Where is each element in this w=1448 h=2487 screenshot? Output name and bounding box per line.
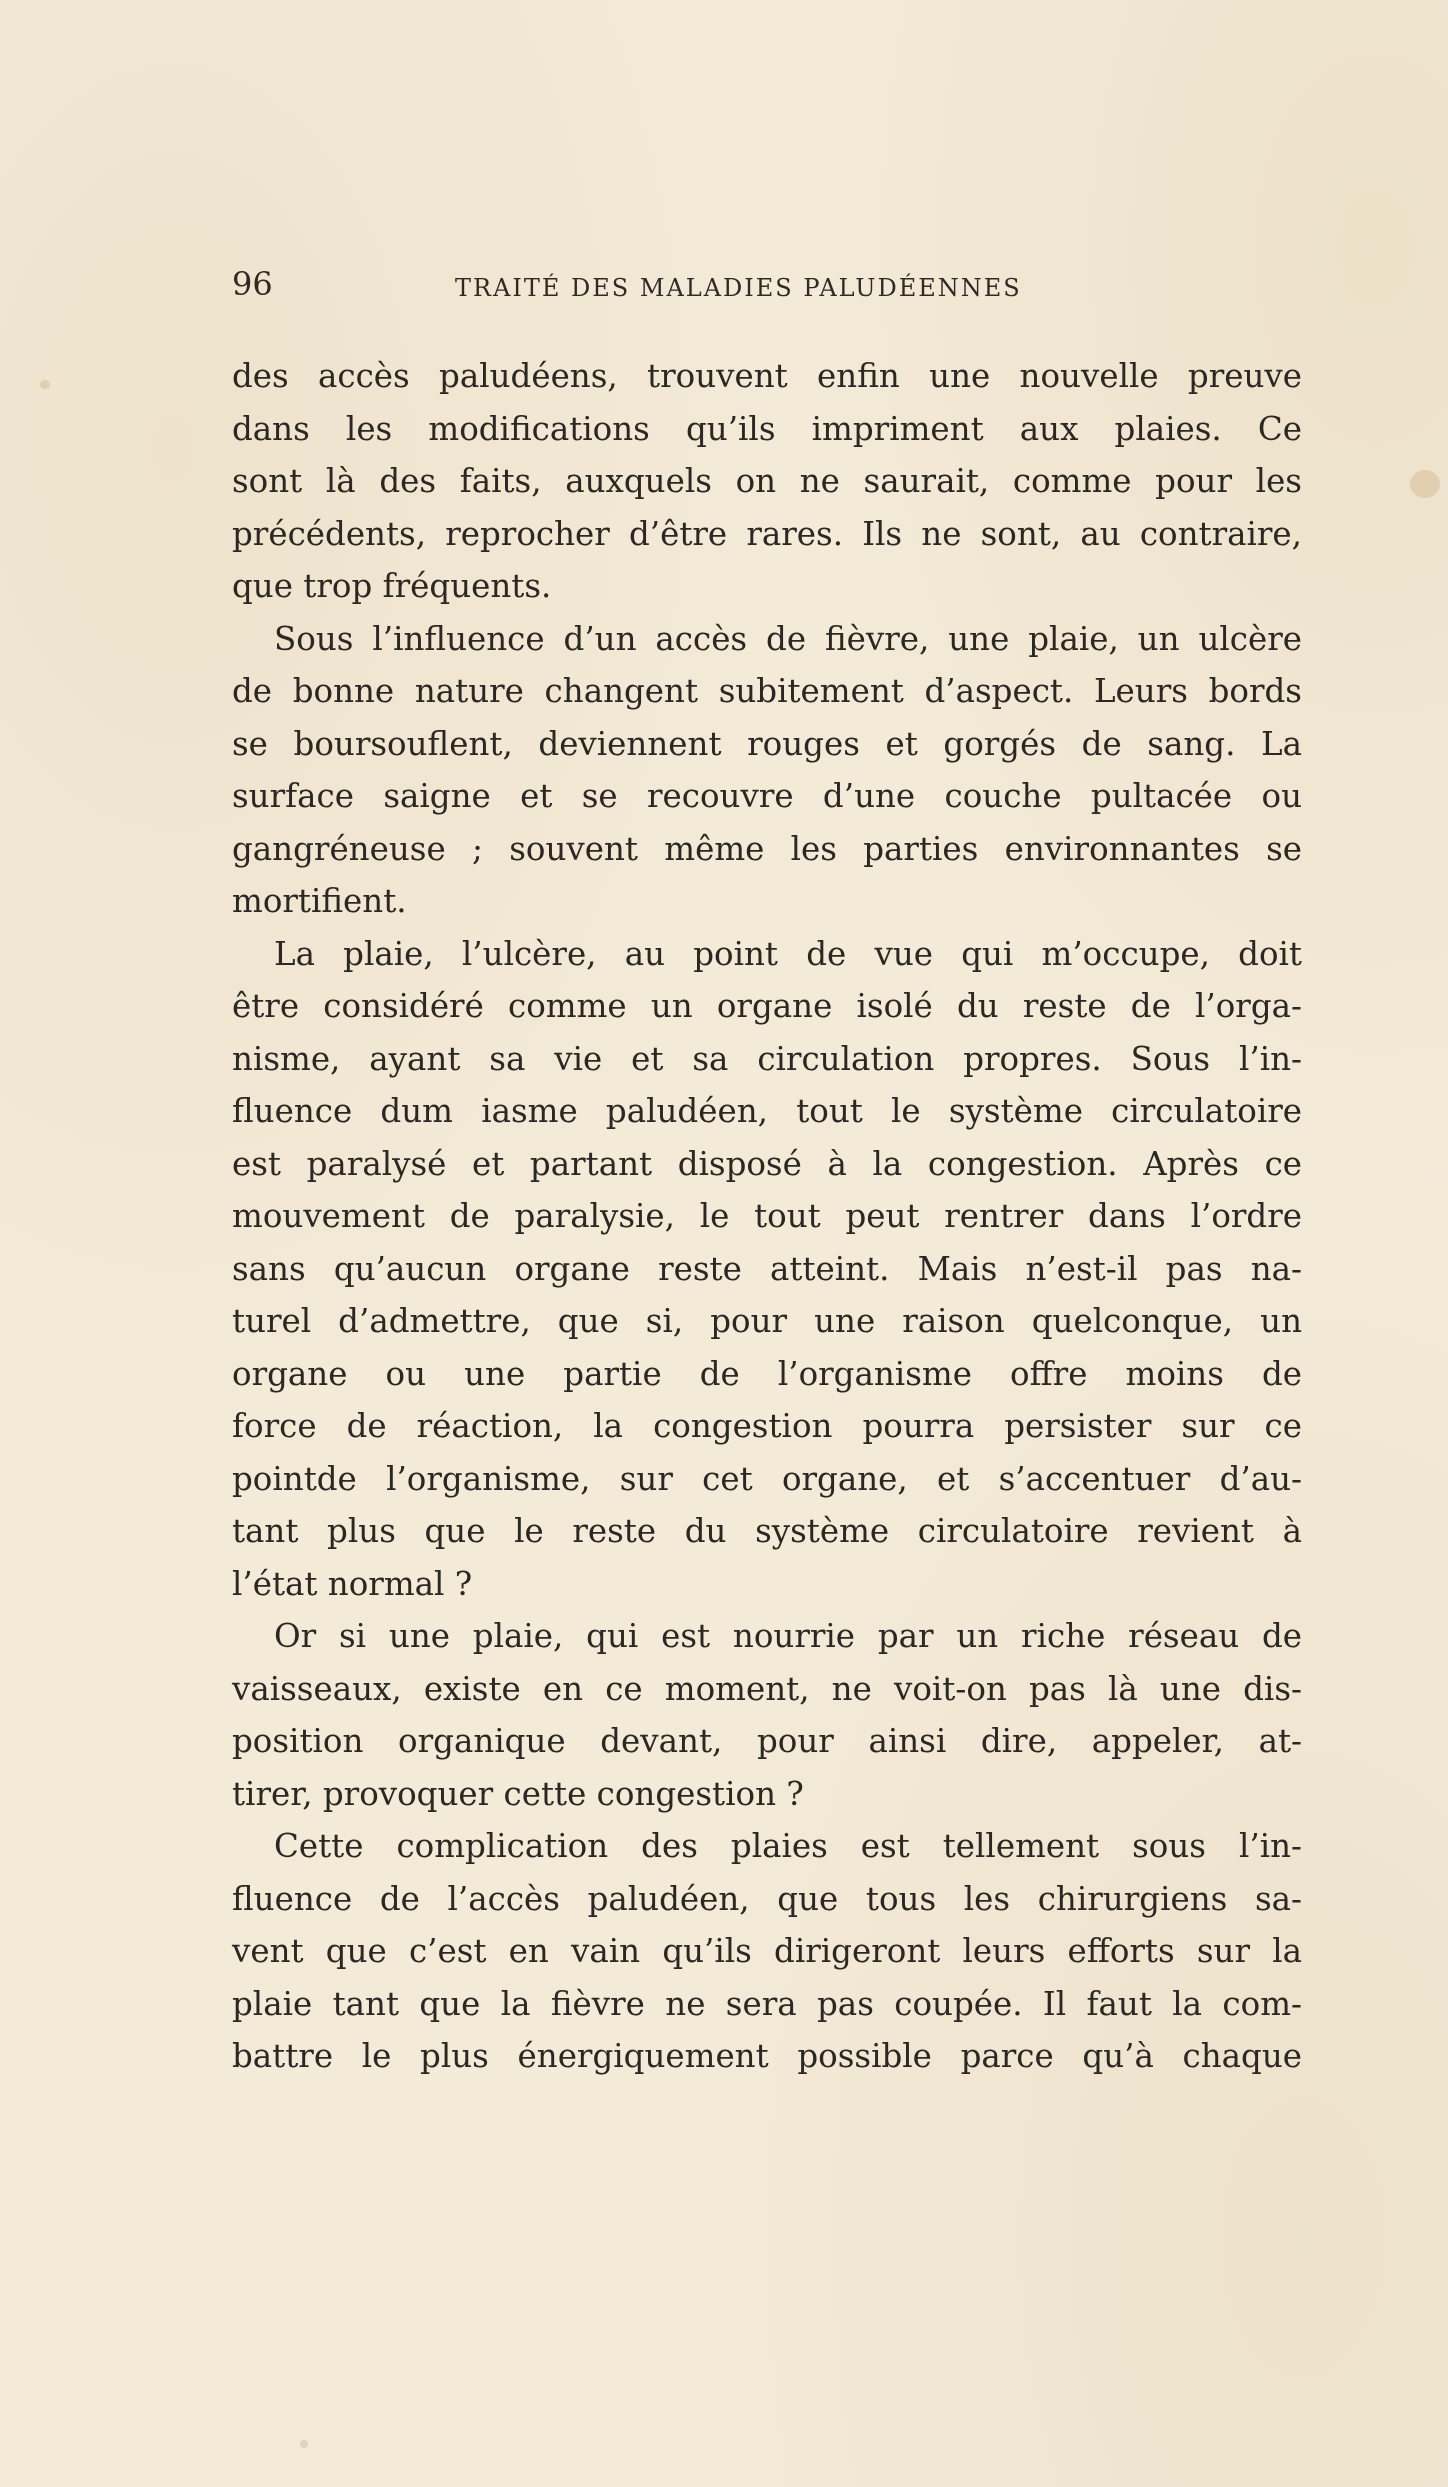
paper-stain <box>40 380 50 389</box>
text-line: La plaie, l’ulcère, au point de vue qui m’occupe, doit <box>274 934 1302 973</box>
text-line: être considéré comme un organe isolé du reste de l’orga- <box>232 987 1302 1025</box>
text-line: sont là des faits, auxquels on ne saurait, comme pour les <box>232 462 1302 500</box>
text-line: mortifient. <box>232 882 407 920</box>
text-line: gangréneuse ; souvent même les parties environnantes se <box>232 829 1302 868</box>
paper-stain <box>1410 470 1440 498</box>
page-number: 96 <box>232 265 273 303</box>
body-text <box>232 350 1302 2083</box>
text-line: surface saigne et se recouvre d’une couche pultacée ou <box>232 777 1302 815</box>
text-line: nisme, ayant sa vie et sa circulation propres. Sous l’in- <box>232 1039 1302 1078</box>
text-line: sans qu’aucun organe reste atteint. Mais n’est-il pas na- <box>232 1249 1302 1288</box>
text-line: vent que c’est en vain qu’ils dirigeront leurs efforts sur la <box>232 1932 1302 1970</box>
paper-stain <box>300 2440 308 2448</box>
text-line: se boursouflent, deviennent rouges et gorgés de sang. La <box>232 724 1302 763</box>
running-title: TRAITÉ DES MALADIES PALUDÉENNES <box>455 274 1022 302</box>
text-line: battre le plus énergiquement possible parce qu’à chaque <box>232 2037 1302 2075</box>
text-line: mouvement de paralysie, le tout peut rentrer dans l’ordre <box>232 1197 1302 1235</box>
text-line: dans les modifications qu’ils impriment aux plaies. Ce <box>232 409 1302 448</box>
text-line: vaisseaux, existe en ce moment, ne voit-on pas là une dis- <box>232 1669 1302 1708</box>
text-line: tirer, provoquer cette congestion ? <box>232 1774 804 1813</box>
text-line: de bonne nature changent subitement d’aspect. Leurs bords <box>232 672 1302 710</box>
text-line: est paralysé et partant disposé à la congestion. Après ce <box>232 1144 1302 1183</box>
text-line: force de réaction, la congestion pourra persister sur ce <box>232 1407 1302 1445</box>
text-line: précédents, reprocher d’être rares. Ils ne sont, au contraire, <box>232 514 1302 553</box>
text-line: plaie tant que la fièvre ne sera pas coupée. Il faut la com- <box>232 1984 1302 2023</box>
text-line: organe ou une partie de l’organisme offre moins de <box>232 1354 1302 1393</box>
text-line: l’état normal ? <box>232 1564 473 1603</box>
text-line: tant plus que le reste du système circulatoire revient à <box>232 1512 1302 1550</box>
text-line: que trop fréquents. <box>232 567 552 605</box>
text-line: des accès paludéens, trouvent enfin une nouvelle preuve <box>232 357 1302 395</box>
text-line: fluence dum iasme paludéen, tout le système circulatoire <box>232 1092 1302 1130</box>
text-line: position organique devant, pour ainsi dire, appeler, at- <box>232 1722 1302 1760</box>
text-line: pointde l’organisme, sur cet organe, et s’accentuer d’au- <box>232 1459 1302 1498</box>
text-line: fluence de l’accès paludéen, que tous les chirurgiens sa- <box>232 1879 1302 1918</box>
text-line: Cette complication des plaies est tellement sous l’in- <box>274 1827 1302 1865</box>
text-line: Or si une plaie, qui est nourrie par un riche réseau de <box>274 1617 1302 1655</box>
running-head <box>232 262 1302 312</box>
text-line: Sous l’influence d’un accès de fièvre, une plaie, un ulcère <box>274 619 1302 658</box>
text-line: turel d’admettre, que si, pour une raison quelconque, un <box>232 1302 1302 1340</box>
